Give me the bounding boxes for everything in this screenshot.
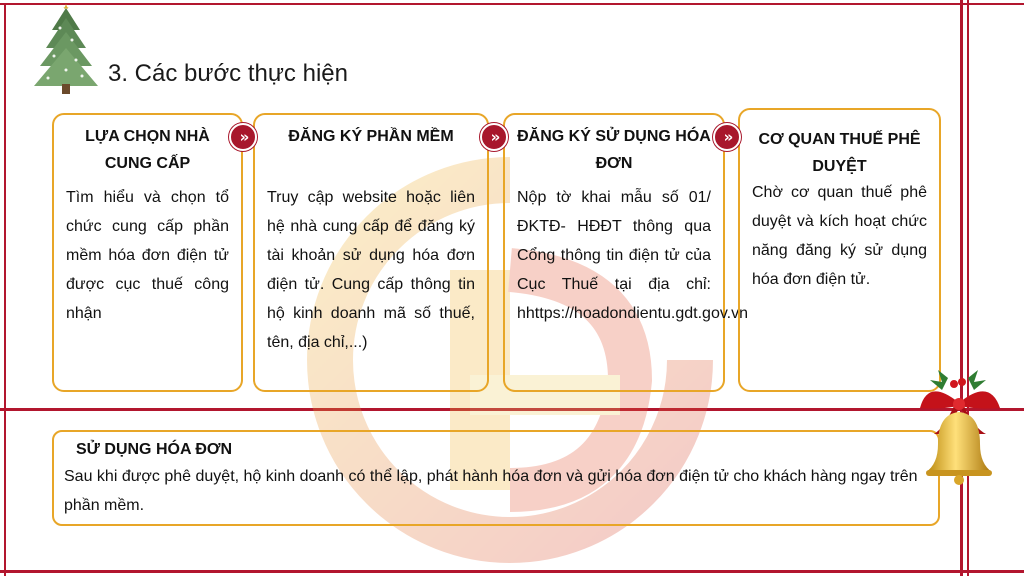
step-heading: ĐĂNG KÝ SỬ DỤNG HÓA ĐƠN (517, 128, 711, 172)
final-step-heading: SỬ DỤNG HÓA ĐƠN (76, 441, 233, 458)
step-description: Nộp tờ khai mẫu số 01/ ĐKTĐ- HĐĐT thông qua Cổng thông tin điện tử của Cục Thuế tại địa chỉ: hhttps://hoadondientu.gdt.gov.vn (517, 189, 748, 322)
left-border-line (4, 3, 6, 576)
step-card-3 (503, 113, 748, 392)
step-heading: CƠ QUAN THUẾ PHÊ DUYỆT (758, 131, 921, 175)
christmas-tree-icon (30, 4, 102, 96)
step-description: Truy cập website hoặc liên hệ nhà cung cấp để đăng ký tài khoản sử dụng hóa đơn điện tử. Cung cấp thông tin hộ kinh doanh mã số thuế, tên, địa chỉ,...) (267, 189, 475, 351)
page-title: 3. Các bước thực hiện (108, 60, 348, 87)
step-heading: ĐĂNG KÝ PHẦN MỀM (288, 128, 454, 145)
top-border-line (0, 3, 1024, 5)
step-card-4 (738, 108, 941, 392)
double-chevron-right-icon: » (480, 123, 508, 151)
christmas-bell-icon (908, 368, 1012, 486)
step-description: Chờ cơ quan thuế phê duyệt và kích hoạt chức năng đăng ký sử dụng hóa đơn điện tử. (752, 184, 927, 288)
double-chevron-right-icon: » (713, 123, 741, 151)
step-heading: LỰA CHỌN NHÀ CUNG CẤP (85, 128, 210, 172)
right-border-line-inner (967, 0, 969, 576)
step-description: Tìm hiểu và chọn tổ chức cung cấp phần mềm hóa đơn điện tử được cục thuế công nhận (66, 189, 229, 322)
right-border-line (960, 0, 963, 576)
double-chevron-right-icon: » (229, 123, 257, 151)
bottom-border-line (0, 570, 1024, 573)
step-card-1 (52, 113, 243, 392)
final-step-description: Sau khi được phê duyệt, hộ kinh doanh có thể lập, phát hành hóa đơn và gửi hóa đơn điện tử cho khách hàng ngay trên phần mềm. (64, 468, 918, 514)
step-card-2 (253, 113, 489, 392)
final-step-card (52, 430, 940, 526)
